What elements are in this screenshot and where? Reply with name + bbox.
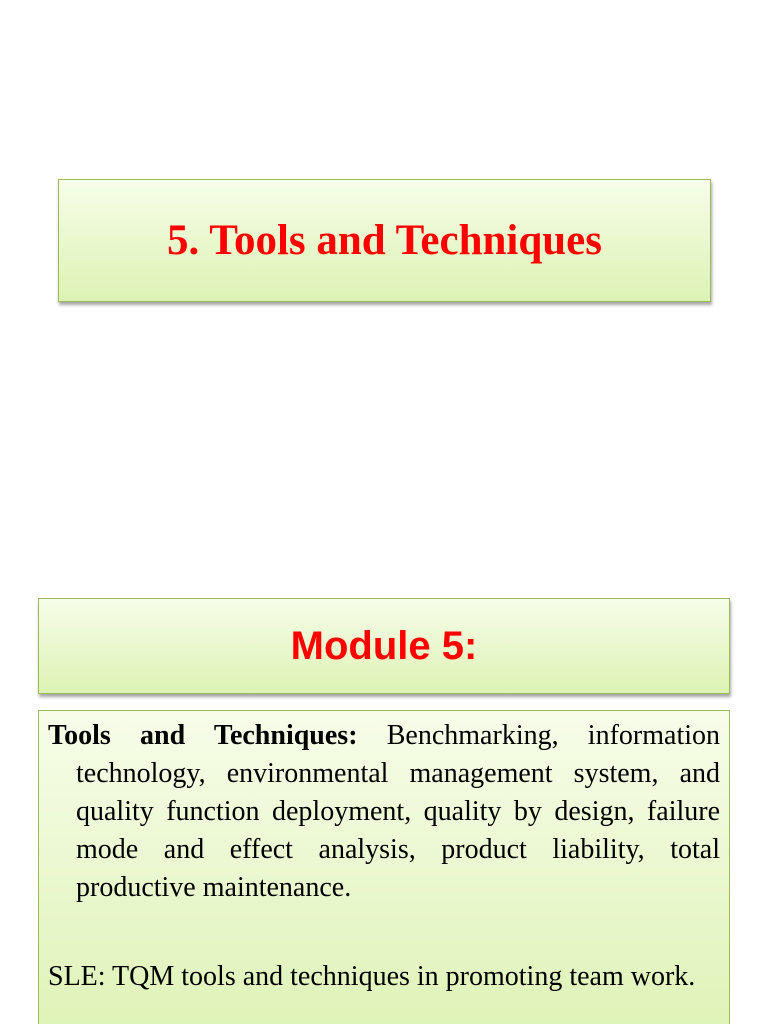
sle-paragraph xyxy=(48,958,720,996)
slide-title: 5. Tools and Techniques xyxy=(166,217,603,264)
tools-paragraph xyxy=(48,717,720,907)
module-heading-box xyxy=(38,598,730,694)
module-content-box xyxy=(38,710,730,1024)
module-heading: Module 5: xyxy=(290,624,478,668)
sle-paragraph-body: SLE: TQM tools and techniques in promoting team work. xyxy=(48,961,696,992)
title-box xyxy=(58,179,711,302)
tools-paragraph-lead: Tools and Techniques: xyxy=(48,720,358,751)
tools-paragraph-body: Benchmarking, information technology, environmental management system, and quality function deployment, quality by design, failure mode and effect analysis, product liability, total productive maintenance. xyxy=(76,720,720,903)
